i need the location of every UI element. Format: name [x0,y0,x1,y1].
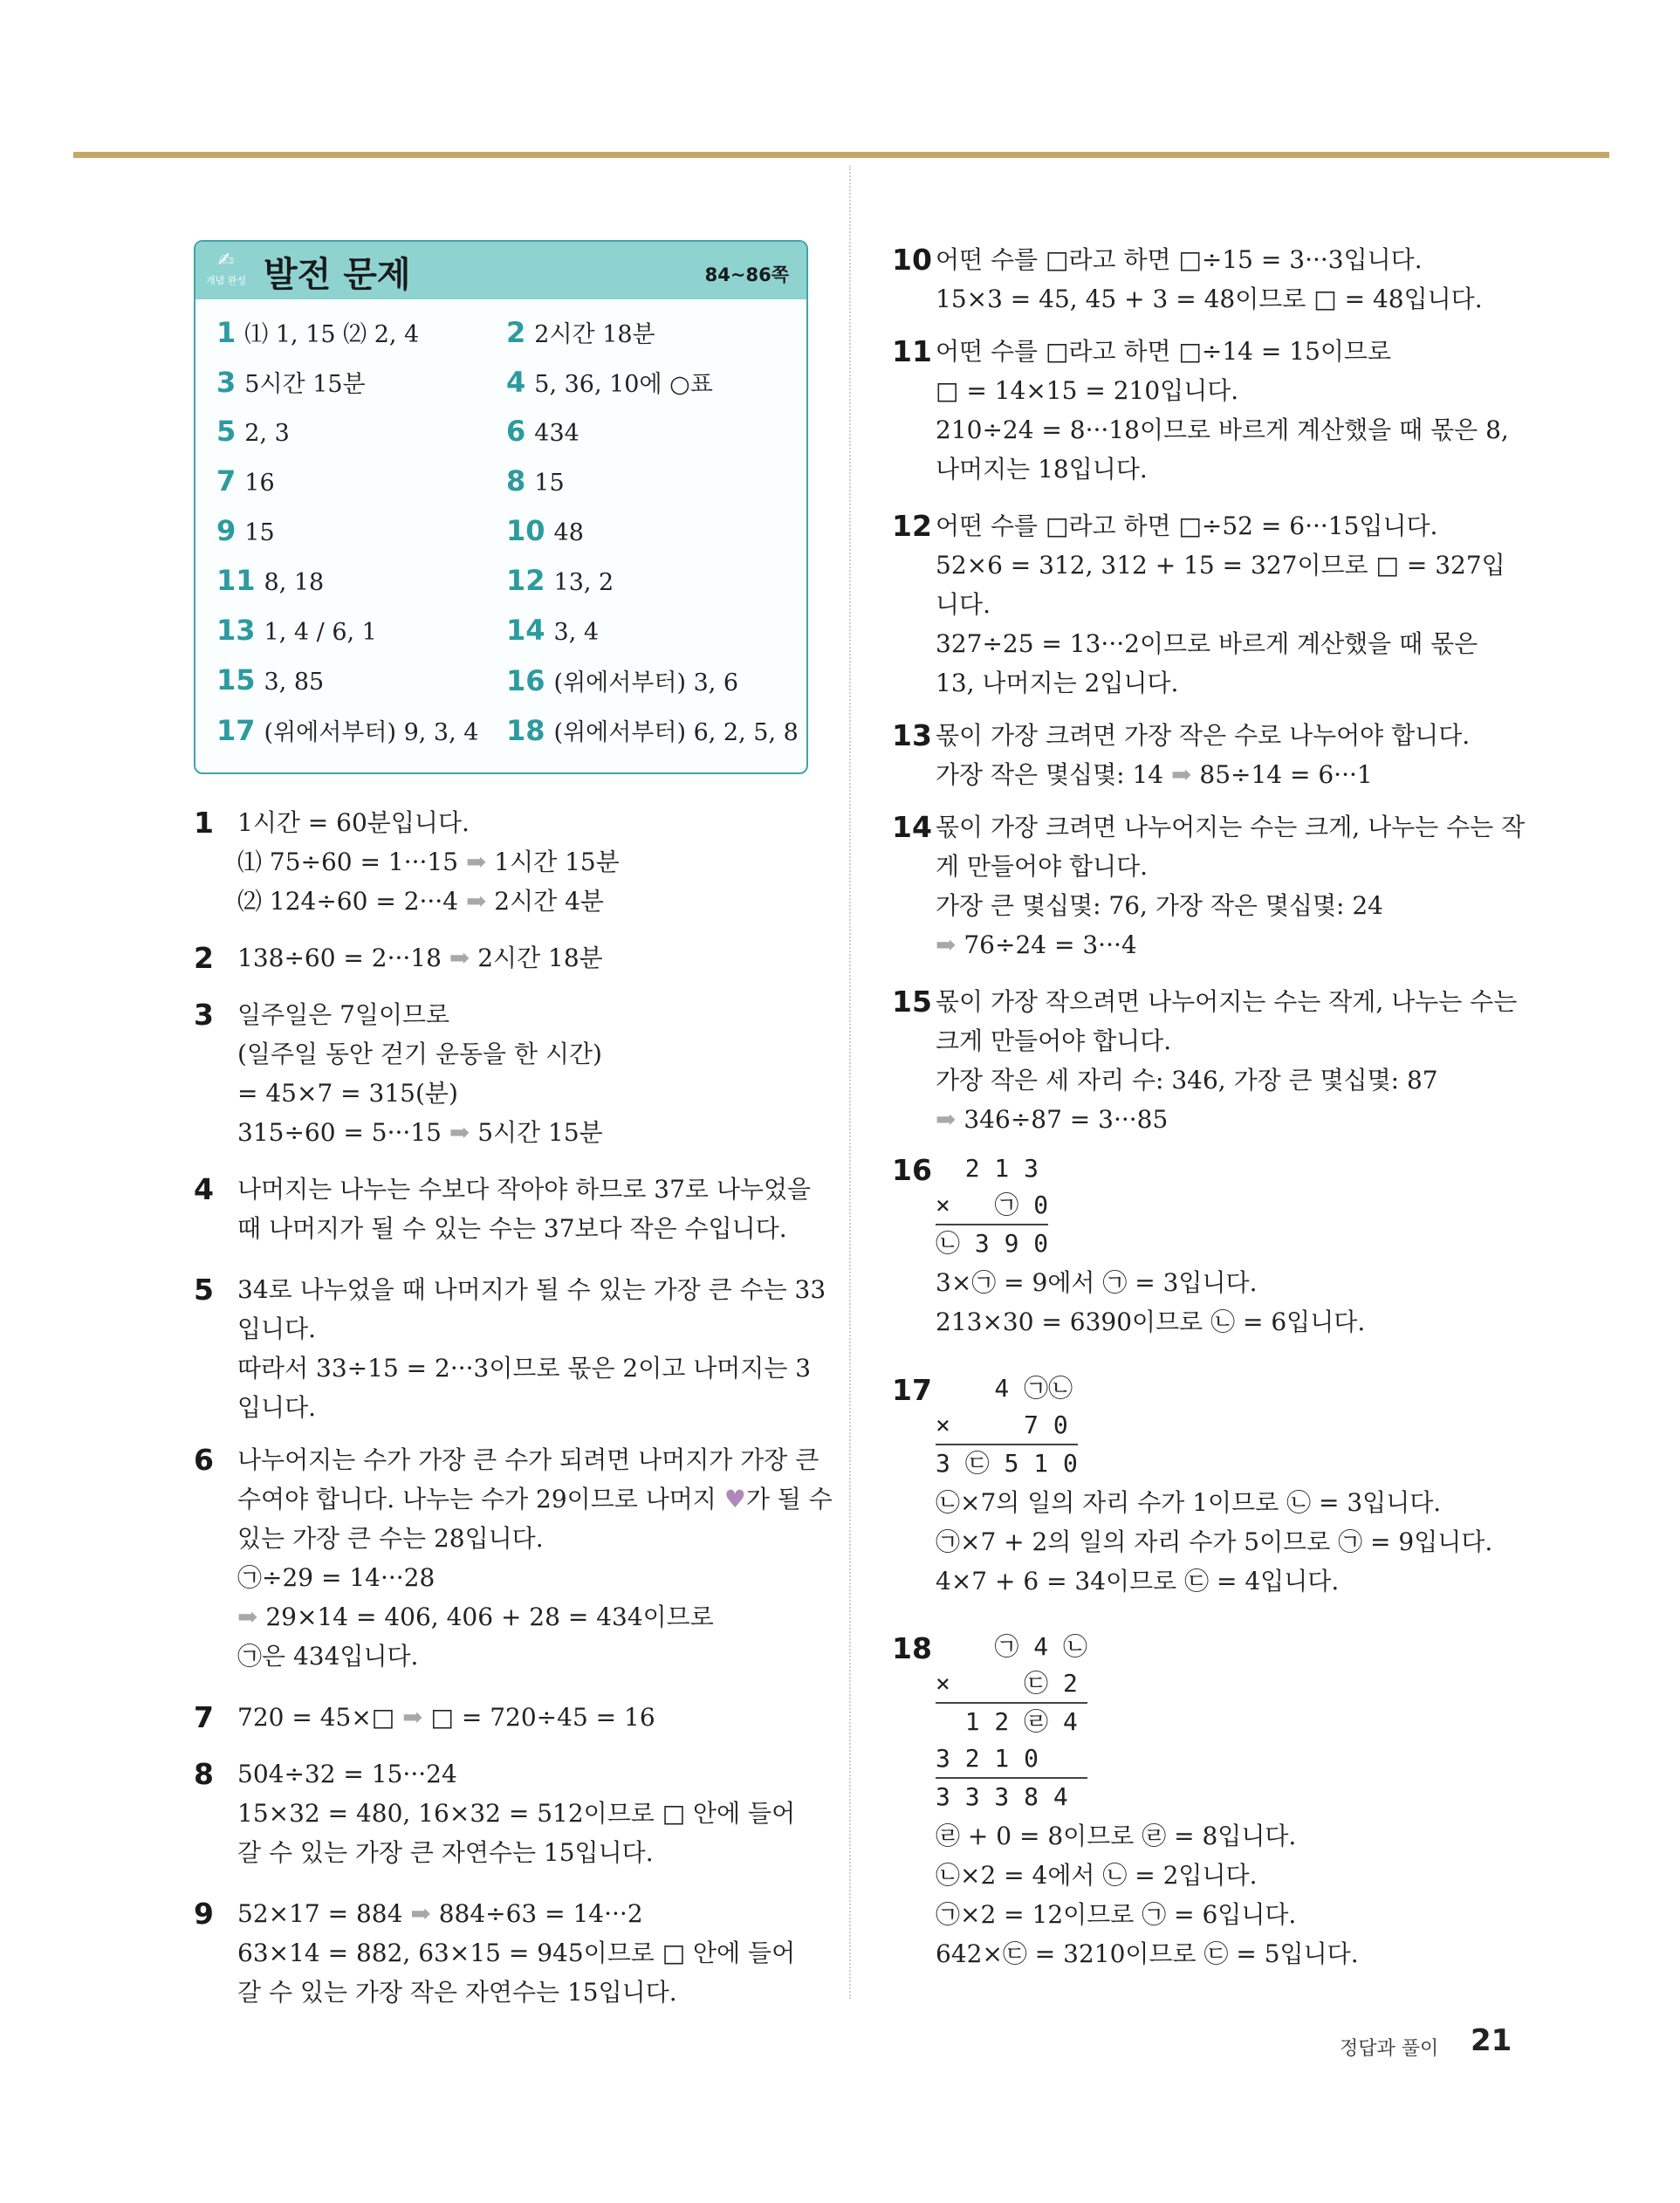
solution-line: 138÷60 = 2···18 ➡ 2시간 18분 [237,944,603,972]
solution-line: 나머지는 나누는 수보다 작아야 하므로 37로 나누었을 [237,1175,812,1204]
solution-number: 13 [892,718,932,752]
answer-text: 13, 2 [553,569,614,596]
answer-number: 8 [506,464,526,498]
heart-icon: ♥ [723,1485,746,1513]
calc-row: ㉠ 4 ㉡ [936,1632,1088,1661]
answer-box-header [195,242,806,299]
solution-line: 니다. [936,590,991,619]
calc-row: ㉡ 3 9 0 [936,1224,1048,1262]
answer-text: 15 [534,470,565,497]
answer-number: 12 [506,564,545,597]
solution-number: 6 [194,1443,214,1477]
solution-number: 15 [892,985,932,1019]
solution-8 [194,1754,822,1872]
answer-text: 3, 4 [553,619,600,646]
solution-line: 13, 나머지는 2입니다. [936,669,1179,697]
arrow-icon: ➡ [410,1899,431,1928]
solution-line: 몫이 가장 크려면 나누어지는 수는 크게, 나누는 수는 작 [936,813,1526,841]
answer-number: 5 [216,415,237,448]
solution-line: ㉠÷29 = 14···28 [237,1563,435,1592]
solution-15 [892,982,1555,1139]
solution-line: 가장 작은 세 자리 수: 346, 가장 큰 몇십몇: 87 [936,1066,1438,1095]
solution-number: 1 [194,806,214,840]
solution-line: 입니다. [237,1314,317,1343]
answer-text: (위에서부터) 3, 6 [553,669,739,697]
calc-row: 2 1 3 [936,1154,1039,1183]
solution-7 [194,1698,822,1737]
answer-item [216,614,377,647]
solution-line: 315÷60 = 5···15 ➡ 5시간 15분 [237,1118,603,1147]
solution-line: 갈 수 있는 가장 작은 자연수는 15입니다. [237,1978,677,2007]
page-range: 84~86쪽 [704,264,789,285]
calc-row: 3 3 3 8 4 [936,1777,1087,1815]
solution-line: 52×17 = 884 ➡ 884÷63 = 14···2 [237,1899,643,1928]
arrow-icon: ➡ [936,1105,957,1134]
answer-item [506,415,579,448]
answer-number: 4 [506,366,526,399]
answer-item [216,713,478,747]
calc-row: × 7 0 [936,1410,1068,1439]
solution-line: 720 = 45×□ ➡ □ = 720÷45 = 16 [237,1703,655,1732]
solution-13 [892,716,1555,794]
answer-number: 3 [216,366,237,399]
solution-line: 나누어지는 수가 가장 큰 수가 되려면 나머지가 가장 큰 [237,1445,819,1474]
solution-1 [194,803,822,921]
answer-text: 1, 4 / 6, 1 [264,619,377,646]
solution-line: 213×30 = 6390이므로 ㉡ = 6입니다. [936,1307,1366,1336]
solution-number: 17 [892,1373,932,1407]
solution-line: ㉠은 434입니다. [237,1642,419,1671]
solution-number: 5 [194,1273,214,1307]
solution-5 [194,1270,826,1427]
arrow-icon: ➡ [449,944,470,972]
solution-number: 7 [194,1700,214,1734]
calc-row: × ㉢ 2 [936,1669,1078,1698]
solution-line: 3×㉠ = 9에서 ㉠ = 3입니다. [936,1268,1258,1297]
column-divider [849,166,851,1999]
solution-line: 나머지는 18입니다. [936,455,1148,484]
solution-line: ⑵ 124÷60 = 2···4 ➡ 2시간 4분 [237,887,604,916]
badge [204,249,248,292]
arrow-icon: ➡ [237,1602,258,1631]
solution-number: 18 [892,1631,932,1665]
solution-line: 몫이 가장 작으려면 나누어지는 수는 작게, 나누는 수는 [936,987,1518,1016]
arrow-icon: ➡ [936,930,957,959]
solution-line: ➡ 346÷87 = 3···85 [936,1105,1169,1134]
solution-line: 34로 나누었을 때 나머지가 될 수 있는 가장 큰 수는 33 [237,1275,826,1304]
solution-line: 수여야 합니다. 나누는 수가 29이므로 나머지 ♥가 될 수 [237,1485,833,1513]
solution-11 [892,332,1555,489]
solution-number: 8 [194,1757,214,1791]
answer-item [506,564,614,597]
solution-line: 가장 큰 몇십몇: 76, 가장 작은 몇십몇: 24 [936,891,1383,920]
answer-number: 7 [216,464,237,498]
solution-line: 어떤 수를 □라고 하면 □÷52 = 6···15입니다. [936,511,1438,540]
solution-line: 4×7 + 6 = 34이므로 ㉢ = 4입니다. [936,1567,1340,1596]
answer-text: 2시간 18분 [534,321,655,348]
answer-item [216,464,275,498]
solution-number: 4 [194,1172,214,1206]
solution-number: 2 [194,941,214,975]
answer-item [216,514,275,547]
solution-line: 210÷24 = 8···18이므로 바르게 계산했을 때 몫은 8, [936,415,1509,444]
answer-number: 6 [506,415,526,448]
answer-item [506,614,599,647]
solution-14 [892,807,1555,964]
arrow-icon: ➡ [465,848,487,876]
answer-number: 1 [216,316,237,349]
calc-row: 3 2 1 0 [936,1744,1039,1773]
solution-number: 10 [892,243,932,277]
solution-line: ㉣ + 0 = 8이므로 ㉣ = 8입니다. [936,1822,1297,1850]
answer-number: 11 [216,564,256,597]
solution-line: 15×3 = 45, 45 + 3 = 48이므로 □ = 48입니다. [936,285,1483,313]
arrow-icon: ➡ [465,887,487,916]
multiplication-layout [936,1629,1087,1815]
answer-number: 18 [506,714,545,747]
answer-text: 3, 85 [264,669,325,696]
solution-line: ㉡×7의 일의 자리 수가 1이므로 ㉡ = 3입니다. [936,1488,1442,1517]
answer-text: (위에서부터) 9, 3, 4 [264,719,479,746]
answer-number: 2 [506,316,526,349]
arrow-icon: ➡ [449,1118,470,1147]
solution-number: 12 [892,509,932,543]
solution-line: 52×6 = 312, 312 + 15 = 327이므로 □ = 327입 [936,551,1505,580]
solution-line: 갈 수 있는 가장 큰 자연수는 15입니다. [237,1838,654,1867]
answer-text: 16 [244,470,275,497]
badge-label: 개념 완성 [205,275,246,286]
calc-row: 4 ㉠㉡ [936,1374,1073,1403]
answer-text: 434 [534,420,579,447]
solution-line: 어떤 수를 □라고 하면 □÷14 = 15이므로 [936,337,1392,366]
answer-item [506,514,584,547]
answer-item [216,365,366,399]
solution-line: □ = 14×15 = 210입니다. [936,376,1239,405]
calc-row: × ㉠ 0 [936,1191,1049,1219]
solution-line: 1시간 = 60분입니다. [237,808,470,837]
solution-line: 때 나머지가 될 수 있는 수는 37보다 작은 수입니다. [237,1214,787,1243]
solution-line: 가장 작은 몇십몇: 14 ➡ 85÷14 = 6···1 [936,760,1373,789]
solution-line: 15×32 = 480, 16×32 = 512이므로 □ 안에 들어 [237,1799,796,1828]
solution-17 [892,1370,1555,1601]
multiplication-layout [936,1370,1078,1482]
answer-text: ⑴ 1, 15 ⑵ 2, 4 [244,321,420,348]
footer-label: 정답과 풀이 [1340,2038,1439,2060]
solution-4 [194,1170,822,1248]
solution-line: 642×㉢ = 3210이므로 ㉢ = 5입니다. [936,1939,1359,1968]
solution-number: 14 [892,810,932,844]
page-number: 21 [1471,2023,1512,2058]
solution-line: 63×14 = 882, 63×15 = 945이므로 □ 안에 들어 [237,1939,796,1967]
solution-line: ⑴ 75÷60 = 1···15 ➡ 1시간 15분 [237,848,620,876]
arrow-icon: ➡ [1171,760,1192,789]
answer-item [216,415,290,448]
solution-18 [892,1629,1555,1973]
solution-line: 입니다. [237,1393,317,1422]
solution-12 [892,506,1555,703]
answer-text: 5시간 15분 [244,371,366,398]
answer-item [506,663,738,697]
answer-item [506,464,565,498]
solution-number: 3 [194,998,214,1032]
answer-number: 10 [506,514,545,547]
solution-16 [892,1150,1555,1342]
solution-number: 9 [194,1897,214,1931]
answer-text: (위에서부터) 6, 2, 5, 8 [553,719,799,746]
calc-row: 3 ㉢ 5 1 0 [936,1444,1078,1482]
solution-9 [194,1894,822,2012]
solution-line: 게 만들어야 합니다. [936,852,1149,881]
answer-number: 14 [506,614,545,647]
answer-text: 8, 18 [264,569,325,596]
answer-item [506,315,655,349]
answer-text: 5, 36, 10에 ○표 [534,371,713,398]
answer-item [506,365,713,399]
answer-text: 48 [553,519,584,546]
solution-line: ㉡×2 = 4에서 ㉡ = 2입니다. [936,1861,1258,1890]
solution-line: ➡ 29×14 = 406, 406 + 28 = 434이므로 [237,1602,714,1631]
pencil-hand-icon: ✍ [217,250,235,271]
arrow-icon: ➡ [402,1703,423,1732]
solution-line: 504÷32 = 15···24 [237,1760,457,1788]
solution-line: 일주일은 7일이므로 [237,1000,450,1029]
answer-item [506,713,799,747]
answer-item [216,315,419,349]
answer-number: 16 [506,664,545,697]
answer-text: 2, 3 [244,420,290,447]
answer-number: 13 [216,614,256,647]
answer-number: 17 [216,714,256,747]
solution-line: = 45×7 = 315(분) [237,1079,458,1108]
section-title: 발전 문제 [264,255,411,295]
top-rule [73,152,1609,158]
solution-line: ➡ 76÷24 = 3···4 [936,930,1137,959]
answer-number: 9 [216,514,237,547]
solution-2 [194,938,822,978]
calc-row: 1 2 ㉣ 4 [936,1702,1087,1740]
answer-box [194,240,808,774]
solution-line: (일주일 동안 걷기 운동을 한 시간) [237,1040,602,1068]
solution-line: 크게 만들어야 합니다. [936,1026,1172,1055]
answer-number: 15 [216,663,256,697]
solution-number: 16 [892,1153,932,1187]
answer-item [216,564,324,597]
solution-line: 327÷25 = 13···2이므로 바르게 계산했을 때 몫은 [936,629,1478,658]
solution-10 [892,240,1555,319]
solution-line: 어떤 수를 □라고 하면 □÷15 = 3···3입니다. [936,245,1423,274]
solution-3 [194,995,822,1152]
answer-text: 15 [244,519,275,546]
solution-6 [194,1440,833,1676]
answer-item [216,663,324,697]
solution-line: 따라서 33÷15 = 2···3이므로 몫은 2이고 나머지는 3 [237,1354,812,1383]
solution-number: 11 [892,334,932,368]
solution-line: 있는 가장 큰 수는 28입니다. [237,1524,544,1553]
multiplication-layout [936,1150,1048,1262]
solution-line: ㉠×7 + 2의 일의 자리 수가 5이므로 ㉠ = 9입니다. [936,1527,1493,1556]
solution-line: ㉠×2 = 12이므로 ㉠ = 6입니다. [936,1900,1297,1929]
solution-line: 몫이 가장 크려면 가장 작은 수로 나누어야 합니다. [936,721,1471,750]
